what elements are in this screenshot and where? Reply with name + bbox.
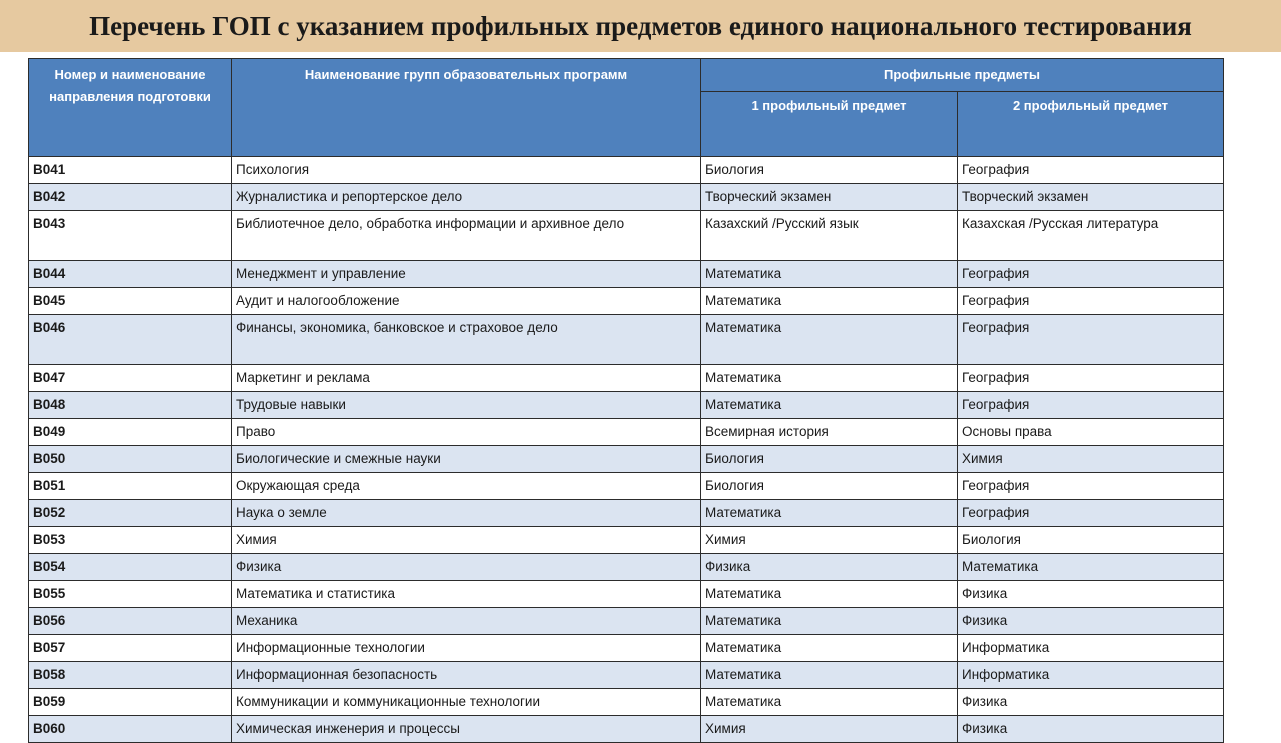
- cell-code: B056: [29, 608, 232, 635]
- table-row: [29, 500, 1224, 527]
- cell-code: B051: [29, 473, 232, 500]
- cell-group: Финансы, экономика, банковское и страховое дело: [232, 315, 701, 365]
- cell-code: B044: [29, 261, 232, 288]
- cell-subject1: Математика: [701, 261, 958, 288]
- table-row: [29, 392, 1224, 419]
- cell-subject2: Творческий экзамен: [958, 184, 1224, 211]
- cell-subject2: География: [958, 315, 1224, 365]
- cell-subject1: Математика: [701, 689, 958, 716]
- cell-subject2: Математика: [958, 554, 1224, 581]
- header-code: Номер и наименование направления подготовки: [29, 59, 232, 157]
- cell-subject2: Биология: [958, 527, 1224, 554]
- cell-subject1: Биология: [701, 157, 958, 184]
- cell-group: Химическая инженерия и процессы: [232, 716, 701, 743]
- table-row: [29, 473, 1224, 500]
- header-subject1: 1 профильный предмет: [701, 92, 958, 157]
- header-profile: Профильные предметы: [701, 59, 1224, 92]
- header-group: Наименование групп образовательных программ: [232, 59, 701, 157]
- cell-group: Менеджмент и управление: [232, 261, 701, 288]
- cell-group: Психология: [232, 157, 701, 184]
- cell-subject1: Биология: [701, 473, 958, 500]
- cell-group: Физика: [232, 554, 701, 581]
- cell-subject1: Математика: [701, 500, 958, 527]
- cell-code: B045: [29, 288, 232, 315]
- cell-code: B059: [29, 689, 232, 716]
- cell-group: Аудит и налогообложение: [232, 288, 701, 315]
- table-row: [29, 581, 1224, 608]
- cell-group: Журналистика и репортерское дело: [232, 184, 701, 211]
- cell-subject1: Химия: [701, 716, 958, 743]
- page-title: Перечень ГОП с указанием профильных предметов единого национального тестирования: [89, 10, 1192, 41]
- cell-subject2: Информатика: [958, 662, 1224, 689]
- cell-subject1: Математика: [701, 315, 958, 365]
- cell-group: Окружающая среда: [232, 473, 701, 500]
- table-row: [29, 365, 1224, 392]
- cell-code: B057: [29, 635, 232, 662]
- cell-code: B060: [29, 716, 232, 743]
- cell-group: Трудовые навыки: [232, 392, 701, 419]
- table-row: [29, 446, 1224, 473]
- cell-subject2: Физика: [958, 608, 1224, 635]
- cell-subject1: Биология: [701, 446, 958, 473]
- cell-subject2: Физика: [958, 581, 1224, 608]
- cell-subject1: Математика: [701, 581, 958, 608]
- cell-subject2: Казахская /Русская литература: [958, 211, 1224, 261]
- cell-subject1: Математика: [701, 635, 958, 662]
- table-row: [29, 635, 1224, 662]
- title-bar: [0, 0, 1281, 52]
- cell-code: B046: [29, 315, 232, 365]
- cell-group: Наука о земле: [232, 500, 701, 527]
- cell-group: Химия: [232, 527, 701, 554]
- cell-code: B052: [29, 500, 232, 527]
- cell-subject1: Физика: [701, 554, 958, 581]
- cell-subject1: Математика: [701, 288, 958, 315]
- cell-group: Информационная безопасность: [232, 662, 701, 689]
- cell-code: B058: [29, 662, 232, 689]
- cell-subject2: География: [958, 157, 1224, 184]
- cell-code: B054: [29, 554, 232, 581]
- cell-code: B042: [29, 184, 232, 211]
- cell-subject2: Физика: [958, 689, 1224, 716]
- cell-code: B049: [29, 419, 232, 446]
- table-row: [29, 184, 1224, 211]
- cell-subject1: Всемирная история: [701, 419, 958, 446]
- programs-table: [28, 58, 1224, 743]
- cell-group: Библиотечное дело, обработка информации и архивное дело: [232, 211, 701, 261]
- cell-subject2: География: [958, 500, 1224, 527]
- cell-subject1: Математика: [701, 662, 958, 689]
- table-row: [29, 315, 1224, 365]
- cell-code: B055: [29, 581, 232, 608]
- cell-group: Коммуникации и коммуникационные технологии: [232, 689, 701, 716]
- table-row: [29, 689, 1224, 716]
- cell-group: Право: [232, 419, 701, 446]
- cell-code: B043: [29, 211, 232, 261]
- table-row: [29, 554, 1224, 581]
- cell-group: Маркетинг и реклама: [232, 365, 701, 392]
- cell-subject1: Химия: [701, 527, 958, 554]
- cell-subject1: Математика: [701, 608, 958, 635]
- cell-subject2: Химия: [958, 446, 1224, 473]
- table-row: [29, 419, 1224, 446]
- cell-group: Информационные технологии: [232, 635, 701, 662]
- cell-code: B047: [29, 365, 232, 392]
- table-row: [29, 211, 1224, 261]
- cell-code: B041: [29, 157, 232, 184]
- cell-group: Математика и статистика: [232, 581, 701, 608]
- header-subject2: 2 профильный предмет: [958, 92, 1224, 157]
- table-row: [29, 716, 1224, 743]
- cell-subject1: Казахский /Русский язык: [701, 211, 958, 261]
- cell-subject1: Математика: [701, 392, 958, 419]
- table-row: [29, 261, 1224, 288]
- table-row: [29, 662, 1224, 689]
- cell-subject2: География: [958, 288, 1224, 315]
- table-row: [29, 288, 1224, 315]
- cell-group: Механика: [232, 608, 701, 635]
- cell-code: B053: [29, 527, 232, 554]
- cell-subject2: Физика: [958, 716, 1224, 743]
- cell-subject2: География: [958, 392, 1224, 419]
- cell-subject2: География: [958, 473, 1224, 500]
- table-row: [29, 527, 1224, 554]
- cell-subject2: География: [958, 261, 1224, 288]
- table-row: [29, 157, 1224, 184]
- cell-subject1: Математика: [701, 365, 958, 392]
- cell-subject2: Основы права: [958, 419, 1224, 446]
- table-row: [29, 608, 1224, 635]
- cell-subject2: Информатика: [958, 635, 1224, 662]
- cell-code: B048: [29, 392, 232, 419]
- cell-group: Биологические и смежные науки: [232, 446, 701, 473]
- cell-code: B050: [29, 446, 232, 473]
- cell-subject1: Творческий экзамен: [701, 184, 958, 211]
- cell-subject2: География: [958, 365, 1224, 392]
